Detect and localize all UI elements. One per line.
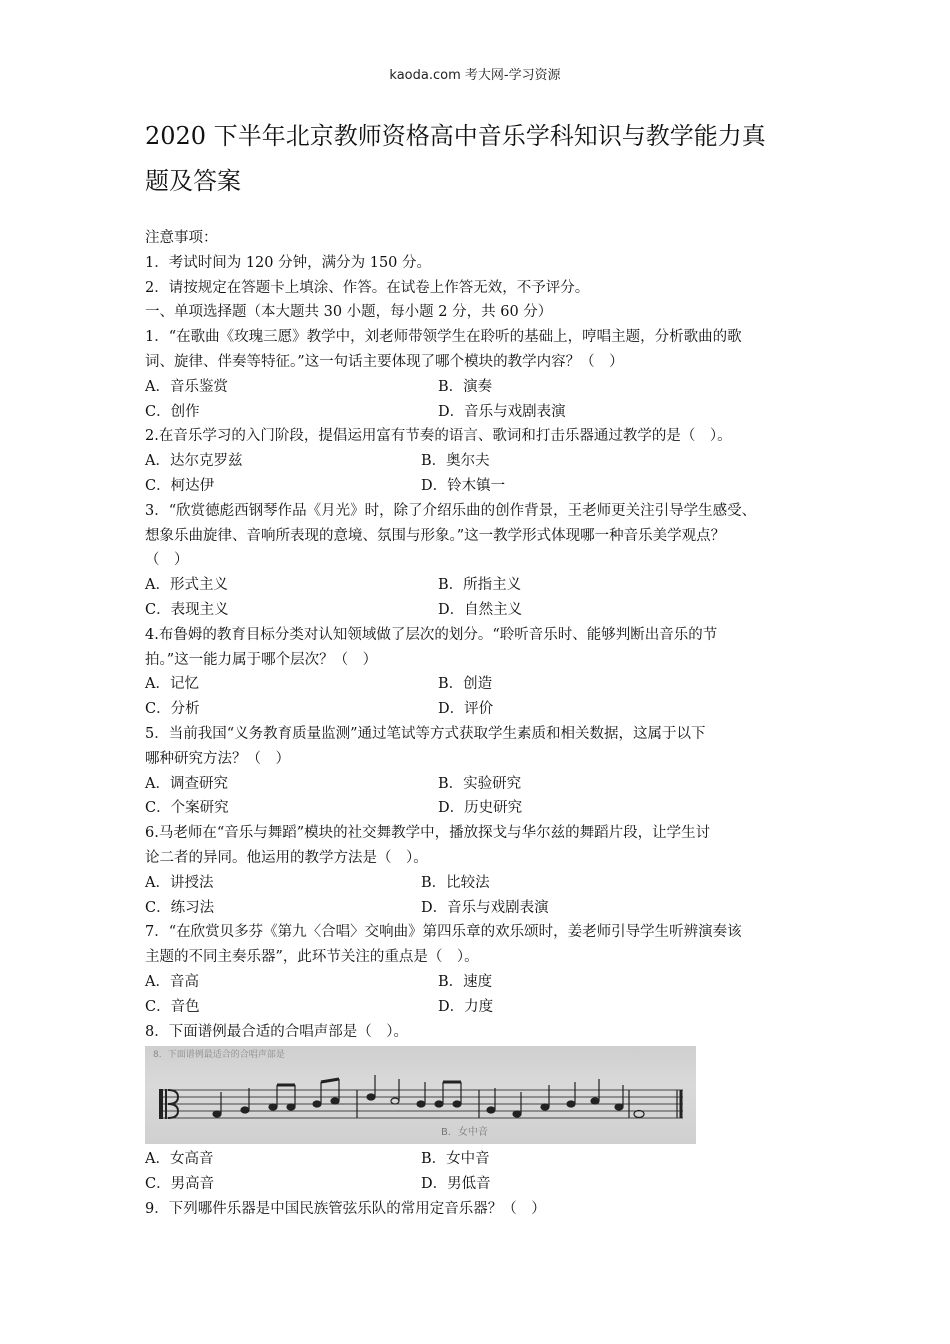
question-text: 5．当前我国“义务教育质量监测”通过笔试等方式获取学生素质和相关数据，这属于以下 — [145, 725, 706, 742]
option-d: D．自然主义 — [438, 601, 523, 618]
option-c: C．表现主义 — [145, 601, 229, 618]
question-text: 哪种研究方法？（ ） — [145, 750, 290, 767]
question-text: 4.布鲁姆的教育目标分类对认知领域做了层次的划分。“聆听音乐时、能够判断出音乐的节 — [145, 626, 718, 643]
option-a: A．记忆 — [145, 676, 199, 693]
notice-heading: 注意事项： — [145, 230, 218, 246]
option-d: D．力度 — [438, 998, 494, 1015]
option-c: C．男高音 — [145, 1176, 215, 1193]
notice-item: 1．考试时间为 120 分钟，满分为 150 分。 — [145, 254, 432, 271]
option-d: D．铃木镇一 — [421, 477, 506, 494]
question-3 — [145, 499, 825, 623]
option-d: D．音乐与戏剧表演 — [438, 403, 566, 420]
title-line-2: 题及答案 — [145, 167, 241, 195]
option-d: D．历史研究 — [438, 800, 523, 817]
question-text: 论二者的异同。他运用的教学方法是（ ）。 — [145, 849, 428, 866]
music-score-image — [145, 1046, 696, 1144]
question-text: 3．“欣赏德彪西钢琴作品《月光》时，除了介绍乐曲的创作背景，王老师更关注引导学生感受、 — [145, 502, 757, 519]
option-b: B．比较法 — [421, 874, 490, 891]
option-c: C．分析 — [145, 701, 200, 718]
question-4 — [145, 623, 825, 722]
score-caption-top: 8．下面谱例最适合的合唱声部是 — [153, 1050, 285, 1061]
question-text: 2.在音乐学习的入门阶段，提倡运用富有节奏的语言、歌词和打击乐器通过教学的是（ ）。 — [145, 428, 732, 445]
question-text: 拍。”这一能力属于哪个层次？（ ） — [145, 651, 378, 668]
option-a: A．讲授法 — [145, 874, 214, 891]
question-5 — [145, 722, 825, 821]
option-c: C．柯达伊 — [145, 477, 215, 494]
option-a: A．调查研究 — [145, 775, 228, 792]
option-b: B．奥尔夫 — [421, 453, 490, 470]
option-a: A．音高 — [145, 973, 199, 990]
option-b: B．速度 — [438, 973, 493, 990]
site-header: kaoda.com 考大网-学习资源 — [389, 68, 561, 83]
option-b: B．女中音 — [421, 1151, 490, 1168]
option-c: C．个案研究 — [145, 800, 229, 817]
title-line-1: 2020 下半年北京教师资格高中音乐学科知识与教学能力真 — [145, 122, 766, 150]
question-text: 9．下列哪件乐器是中国民族管弦乐队的常用定音乐器？（ ） — [145, 1200, 546, 1217]
question-text: 7．“在欣赏贝多芬《第九〈合唱〉交响曲》第四乐章的欢乐颂时，姜老师引导学生听辨演奏该 — [145, 924, 742, 941]
option-d: D．男低音 — [421, 1176, 491, 1193]
option-b: B．实验研究 — [438, 775, 522, 792]
option-b: B．创造 — [438, 676, 493, 693]
option-d: D．音乐与戏剧表演 — [421, 899, 549, 916]
question-2 — [145, 424, 825, 498]
option-c: C．练习法 — [145, 899, 215, 916]
score-caption-bottom: B．女中音 — [441, 1127, 488, 1139]
question-text: 6.马老师在“音乐与舞蹈”模块的社交舞教学中，播放探戈与华尔兹的舞蹈片段，让学生讨 — [145, 825, 711, 842]
question-text: （ ） — [145, 552, 189, 569]
question-text: 8．下面谱例最合适的合唱声部是（ ）。 — [145, 1023, 408, 1040]
option-a: A．女高音 — [145, 1151, 214, 1168]
question-7 — [145, 920, 825, 1019]
question-1 — [145, 325, 825, 424]
question-6 — [145, 821, 825, 920]
option-b: B．演奏 — [438, 378, 493, 395]
option-c: C．创作 — [145, 403, 200, 420]
score-drawing — [145, 1046, 696, 1144]
question-text: 1．“在歌曲《玫瑰三愿》教学中，刘老师带领学生在聆听的基础上，哼唱主题，分析歌曲的歌 — [145, 329, 742, 346]
option-c: C．音色 — [145, 998, 200, 1015]
section-heading: 一、单项选择题（本大题共 30 小题，每小题 2 分，共 60 分） — [145, 304, 553, 321]
option-b: B．所指主义 — [438, 577, 522, 594]
question-text: 主题的不同主奏乐器”，此环节关注的重点是（ ）。 — [145, 949, 479, 966]
question-8 — [145, 1020, 825, 1197]
question-9 — [145, 1197, 825, 1222]
notice-item: 2．请按规定在答题卡上填涂、作答。在试卷上作答无效，不予评分。 — [145, 279, 590, 296]
question-text: 想象乐曲旋律、音响所表现的意境、氛围与形象。”这一教学形式体现哪一种音乐美学观点？ — [145, 527, 726, 544]
option-a: A．音乐鉴赏 — [145, 378, 228, 395]
option-d: D．评价 — [438, 701, 494, 718]
option-a: A．达尔克罗兹 — [145, 453, 243, 470]
question-text: 词、旋律、伴奏等特征。”这一句话主要体现了哪个模块的教学内容？（ ） — [145, 353, 624, 370]
option-a: A．形式主义 — [145, 577, 228, 594]
exam-content — [145, 226, 825, 1222]
